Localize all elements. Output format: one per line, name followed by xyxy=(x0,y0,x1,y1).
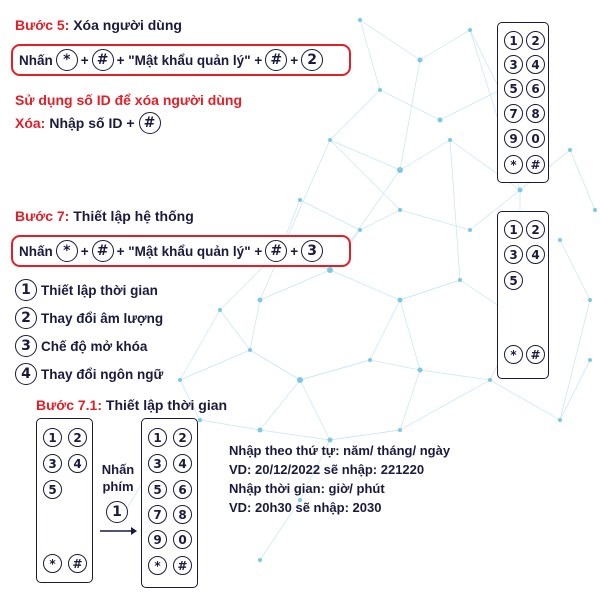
time-info-block xyxy=(229,441,450,517)
keypad-key-5-icon: 5 xyxy=(43,480,62,499)
keypad-key-8-icon: 8 xyxy=(173,505,192,524)
hash-key-icon: # xyxy=(92,49,114,71)
keypad-key-3-icon: 3 xyxy=(504,245,523,264)
keypad-key-6-icon: 6 xyxy=(526,79,545,98)
info-line: Nhập theo thứ tự: năm/ tháng/ ngày xyxy=(229,443,451,458)
number-1-icon: 1 xyxy=(15,279,37,301)
keypad-key-1-icon: 1 xyxy=(148,428,167,447)
option-change-language xyxy=(15,363,163,385)
info-line: VD: 20h30 sẽ nhập: 2030 xyxy=(229,500,382,515)
option-label: Thay đổi ngôn ngữ xyxy=(41,366,164,382)
keypad-key-2-icon: 2 xyxy=(173,428,192,447)
keypad-key-4-icon: 4 xyxy=(526,55,545,74)
press-label: Nhấn xyxy=(19,243,53,259)
info-line: VD: 20/12/2022 sẽ nhập: 221220 xyxy=(229,462,425,477)
keypad-key-0-icon: 0 xyxy=(173,530,192,549)
keypad-menu xyxy=(497,211,549,379)
step5-subheading xyxy=(15,92,242,108)
plus-sign: + xyxy=(80,243,89,259)
hash-key-icon: # xyxy=(139,112,161,134)
keypad-key-hash-icon: # xyxy=(526,155,545,174)
press-label: Nhấn xyxy=(19,52,53,68)
step5-title xyxy=(15,17,182,33)
star-key-icon: * xyxy=(56,240,78,262)
keypad-key-4-icon: 4 xyxy=(68,454,87,473)
press-key-label xyxy=(98,461,138,495)
keypad-key-5-icon: 5 xyxy=(504,271,523,290)
number-2-icon: 2 xyxy=(15,307,37,329)
step71-title-text: Thiết lập thời gian xyxy=(105,397,228,413)
keypad-key-star-icon: * xyxy=(148,556,167,575)
step7-title-text: Thiết lập hệ thống xyxy=(73,208,194,224)
keypad-key-0-icon: 0 xyxy=(526,129,545,148)
keypad-key-5-icon: 5 xyxy=(504,79,523,98)
info-line: Nhập thời gian: giờ/ phút xyxy=(229,481,385,496)
step71-title-prefix: Bước 7.1: xyxy=(36,397,103,413)
plus-sign: + xyxy=(290,243,299,259)
keypad-key-star-icon: * xyxy=(43,554,62,573)
step7-options-list xyxy=(15,279,163,385)
number-2-key-icon: 2 xyxy=(301,49,323,71)
keypad-key-5-icon: 5 xyxy=(148,480,167,499)
step5-title-prefix: Bước 5: xyxy=(15,17,70,33)
keypad-key-1-icon: 1 xyxy=(504,31,523,50)
step5-title-text: Xóa người dùng xyxy=(73,17,182,33)
number-1-key-icon: 1 xyxy=(106,501,128,523)
number-3-key-icon: 3 xyxy=(301,240,323,262)
admin-password-phrase: + "Mật khẩu quản lý" + xyxy=(116,52,263,68)
keypad-key-9-icon: 9 xyxy=(504,129,523,148)
keypad-key-star-icon: * xyxy=(504,155,523,174)
keypad-key-2-icon: 2 xyxy=(526,220,545,239)
plus-sign: + xyxy=(290,52,299,68)
keypad-full-step71 xyxy=(141,418,198,588)
keypad-key-9-icon: 9 xyxy=(148,530,167,549)
keypad-key-hash-icon: # xyxy=(526,345,545,364)
option-unlock-mode xyxy=(15,335,163,357)
keypad-key-7-icon: 7 xyxy=(148,505,167,524)
keypad-full xyxy=(497,22,549,183)
step5-delete-line xyxy=(15,112,161,134)
keypad-key-hash-icon: # xyxy=(173,556,192,575)
keypad-key-3-icon: 3 xyxy=(148,454,167,473)
keypad-key-3-icon: 3 xyxy=(43,454,62,473)
keypad-key-3-icon: 3 xyxy=(504,55,523,74)
star-key-icon: * xyxy=(56,49,78,71)
delete-text: Nhập số ID + xyxy=(49,115,135,131)
delete-by-id-heading: Sử dụng số ID để xóa người dùng xyxy=(15,92,243,108)
keypad-key-6-icon: 6 xyxy=(173,480,192,499)
keypad-key-1-icon: 1 xyxy=(43,428,62,447)
plus-sign: + xyxy=(80,52,89,68)
step5-instruction-box xyxy=(11,44,351,76)
number-4-icon: 4 xyxy=(15,363,37,385)
press-line-2: phím xyxy=(102,479,134,494)
keypad-key-4-icon: 4 xyxy=(526,245,545,264)
keypad-key-4-icon: 4 xyxy=(173,454,192,473)
option-label: Thiết lập thời gian xyxy=(41,282,158,298)
keypad-key-2-icon: 2 xyxy=(526,31,545,50)
option-label: Chế độ mở khóa xyxy=(41,338,148,354)
number-3-icon: 3 xyxy=(15,335,37,357)
right-arrow-icon xyxy=(98,525,138,537)
keypad-menu-step71 xyxy=(36,418,93,583)
option-change-volume xyxy=(15,307,163,329)
admin-password-phrase: + "Mật khẩu quản lý" + xyxy=(116,243,263,259)
keypad-key-hash-icon: # xyxy=(68,554,87,573)
keypad-key-2-icon: 2 xyxy=(68,428,87,447)
keypad-key-1-icon: 1 xyxy=(504,220,523,239)
hash-key-icon: # xyxy=(92,240,114,262)
keypad-key-star-icon: * xyxy=(504,345,523,364)
step7-title-prefix: Bước 7: xyxy=(15,208,70,224)
press-line-1: Nhấn xyxy=(101,462,135,477)
hash-key-icon: # xyxy=(265,240,287,262)
step7-title xyxy=(15,208,194,224)
hash-key-icon: # xyxy=(265,49,287,71)
delete-prefix: Xóa: xyxy=(15,115,46,131)
step7-instruction-box xyxy=(11,235,351,267)
step71-title xyxy=(36,397,227,413)
option-label: Thay đổi âm lượng xyxy=(41,310,164,326)
keypad-key-7-icon: 7 xyxy=(504,104,523,123)
keypad-key-8-icon: 8 xyxy=(526,104,545,123)
option-set-time xyxy=(15,279,163,301)
